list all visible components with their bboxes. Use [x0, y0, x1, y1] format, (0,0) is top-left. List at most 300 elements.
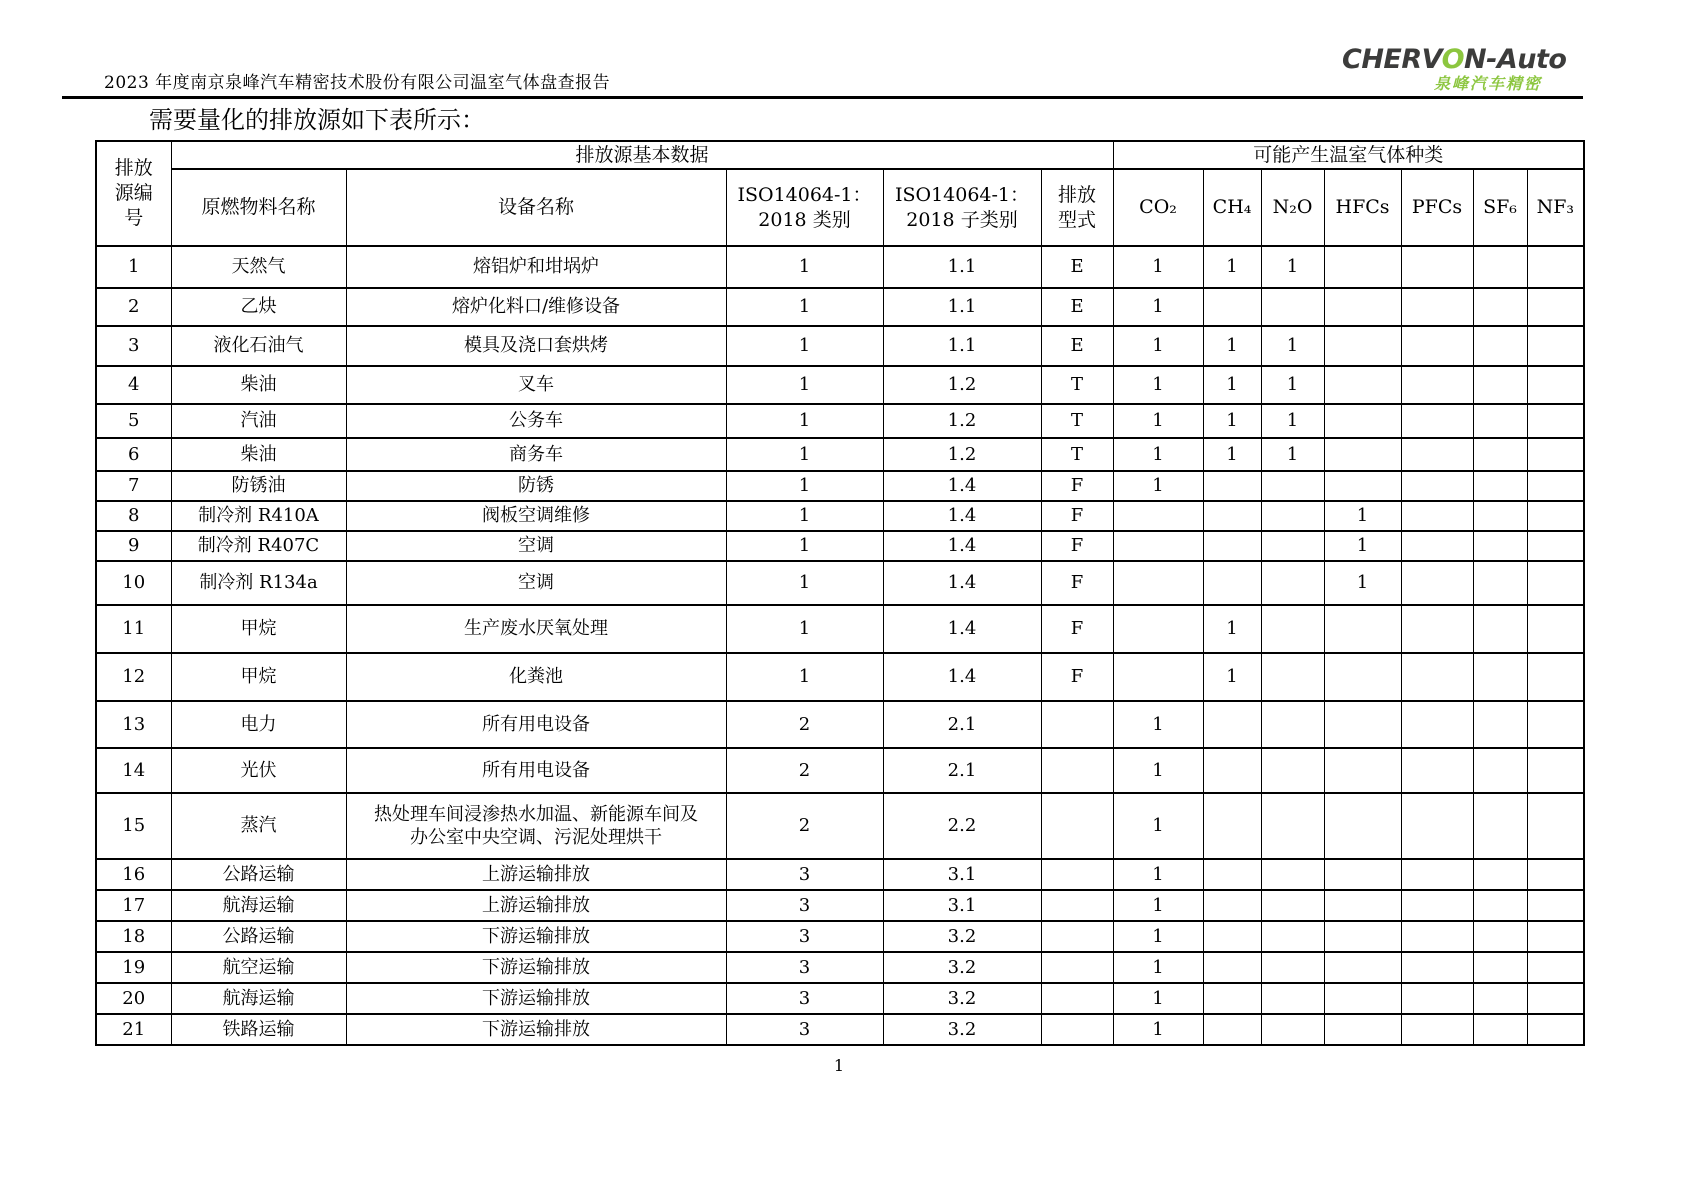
equipment-cell: 空调 — [346, 531, 726, 561]
gas-co2-cell — [1113, 561, 1203, 605]
material-cell: 制冷剂 R407C — [171, 531, 346, 561]
gas-n2o-cell: 1 — [1261, 246, 1324, 288]
gas-nf3-cell — [1527, 326, 1584, 366]
row-id-cell: 21 — [96, 1014, 171, 1045]
column-header-row — [96, 169, 1584, 246]
gas-sf6-cell — [1473, 793, 1527, 859]
gas-ch4-cell: 1 — [1203, 326, 1261, 366]
emission-type-cell: F — [1041, 653, 1113, 701]
gas-co2-cell — [1113, 501, 1203, 531]
table-row — [96, 859, 1584, 890]
gas-nf3-cell — [1527, 890, 1584, 921]
gas-ch4-cell — [1203, 952, 1261, 983]
gas-nf3-cell — [1527, 983, 1584, 1014]
equipment-cell: 上游运输排放 — [346, 890, 726, 921]
table-row — [96, 246, 1584, 288]
gas-pfcs-cell — [1401, 859, 1473, 890]
row-id-cell: 1 — [96, 246, 171, 288]
page-header-title: 2023 年度南京泉峰汽车精密技术股份有限公司温室气体盘查报告 — [104, 73, 611, 93]
material-cell: 光伏 — [171, 748, 346, 793]
emission-type-cell — [1041, 793, 1113, 859]
gas-co2-cell: 1 — [1113, 983, 1203, 1014]
gas-hfcs-cell — [1324, 921, 1401, 952]
equipment-cell: 所有用电设备 — [346, 701, 726, 748]
table-row — [96, 438, 1584, 471]
gas-pfcs-cell — [1401, 890, 1473, 921]
gas-hfcs-cell: 1 — [1324, 561, 1401, 605]
subcategory-cell: 3.1 — [883, 890, 1041, 921]
gas-pfcs-cell — [1401, 366, 1473, 404]
category-cell: 3 — [726, 1014, 883, 1045]
gas-n2o-cell — [1261, 952, 1324, 983]
row-id-cell: 3 — [96, 326, 171, 366]
row-id-cell: 17 — [96, 890, 171, 921]
gas-co2-cell: 1 — [1113, 701, 1203, 748]
emission-type-cell: T — [1041, 404, 1113, 438]
material-cell: 铁路运输 — [171, 1014, 346, 1045]
equipment-cell: 所有用电设备 — [346, 748, 726, 793]
table-row — [96, 983, 1584, 1014]
gas-ch4-cell — [1203, 288, 1261, 326]
gas-pfcs-cell — [1401, 404, 1473, 438]
category-cell: 1 — [726, 561, 883, 605]
table-row — [96, 1014, 1584, 1045]
gas-n2o-cell — [1261, 921, 1324, 952]
header-iso-subcategory: ISO14064-1： 2018 子类别 — [883, 169, 1041, 246]
gas-nf3-cell — [1527, 653, 1584, 701]
equipment-cell: 模具及浇口套烘烤 — [346, 326, 726, 366]
gas-sf6-cell — [1473, 246, 1527, 288]
gas-co2-cell: 1 — [1113, 748, 1203, 793]
gas-n2o-cell: 1 — [1261, 366, 1324, 404]
subcategory-cell: 3.2 — [883, 983, 1041, 1014]
gas-pfcs-cell — [1401, 531, 1473, 561]
material-cell: 液化石油气 — [171, 326, 346, 366]
gas-header-hfcs: HFCs — [1324, 169, 1401, 246]
gas-pfcs-cell — [1401, 952, 1473, 983]
material-cell: 天然气 — [171, 246, 346, 288]
emission-type-cell: F — [1041, 605, 1113, 653]
table-body — [96, 246, 1584, 1045]
gas-n2o-cell: 1 — [1261, 404, 1324, 438]
gas-nf3-cell — [1527, 531, 1584, 561]
table-row — [96, 471, 1584, 501]
page-number: 1 — [833, 1056, 845, 1075]
category-cell: 3 — [726, 859, 883, 890]
table-row — [96, 501, 1584, 531]
emission-type-cell — [1041, 701, 1113, 748]
gas-nf3-cell — [1527, 952, 1584, 983]
gas-co2-cell: 1 — [1113, 890, 1203, 921]
material-cell: 航海运输 — [171, 983, 346, 1014]
gas-hfcs-cell — [1324, 653, 1401, 701]
gas-nf3-cell — [1527, 859, 1584, 890]
gas-ch4-cell — [1203, 921, 1261, 952]
subcategory-cell: 2.1 — [883, 748, 1041, 793]
emission-type-cell: E — [1041, 288, 1113, 326]
category-cell: 1 — [726, 404, 883, 438]
category-cell: 1 — [726, 326, 883, 366]
gas-nf3-cell — [1527, 793, 1584, 859]
gas-n2o-cell — [1261, 701, 1324, 748]
gas-hfcs-cell — [1324, 605, 1401, 653]
row-id-cell: 6 — [96, 438, 171, 471]
equipment-cell: 下游运输排放 — [346, 983, 726, 1014]
subcategory-cell: 1.4 — [883, 531, 1041, 561]
subcategory-cell: 1.4 — [883, 605, 1041, 653]
row-id-cell: 10 — [96, 561, 171, 605]
table-row — [96, 793, 1584, 859]
subcategory-cell: 1.2 — [883, 366, 1041, 404]
table-row — [96, 326, 1584, 366]
gas-co2-cell — [1113, 531, 1203, 561]
gas-ch4-cell — [1203, 531, 1261, 561]
gas-co2-cell: 1 — [1113, 246, 1203, 288]
gas-ch4-cell: 1 — [1203, 404, 1261, 438]
category-cell: 1 — [726, 246, 883, 288]
gas-header-n2o: N₂O — [1261, 169, 1324, 246]
equipment-cell: 公务车 — [346, 404, 726, 438]
table-row — [96, 561, 1584, 605]
subcategory-cell: 1.1 — [883, 326, 1041, 366]
gas-co2-cell: 1 — [1113, 438, 1203, 471]
gas-hfcs-cell: 1 — [1324, 531, 1401, 561]
header-divider-rule — [62, 96, 1583, 99]
table-row — [96, 288, 1584, 326]
gas-sf6-cell — [1473, 531, 1527, 561]
equipment-cell: 熔铝炉和坩埚炉 — [346, 246, 726, 288]
equipment-cell: 阀板空调维修 — [346, 501, 726, 531]
row-id-cell: 2 — [96, 288, 171, 326]
gas-sf6-cell — [1473, 438, 1527, 471]
table-row — [96, 605, 1584, 653]
gas-ch4-cell: 1 — [1203, 605, 1261, 653]
emission-type-cell — [1041, 921, 1113, 952]
gas-sf6-cell — [1473, 701, 1527, 748]
gas-co2-cell: 1 — [1113, 921, 1203, 952]
category-cell: 1 — [726, 438, 883, 471]
gas-hfcs-cell — [1324, 859, 1401, 890]
equipment-cell: 上游运输排放 — [346, 859, 726, 890]
gas-ch4-cell: 1 — [1203, 246, 1261, 288]
row-id-cell: 9 — [96, 531, 171, 561]
gas-sf6-cell — [1473, 501, 1527, 531]
logo-chinese-subtitle: 泉峰汽车精密 — [1433, 74, 1542, 93]
emission-type-cell — [1041, 1014, 1113, 1045]
gas-co2-cell: 1 — [1113, 952, 1203, 983]
emission-type-cell: E — [1041, 246, 1113, 288]
subcategory-cell: 3.2 — [883, 1014, 1041, 1045]
gas-hfcs-cell — [1324, 326, 1401, 366]
gas-nf3-cell — [1527, 288, 1584, 326]
equipment-cell: 熔炉化料口/维修设备 — [346, 288, 726, 326]
emission-type-cell: F — [1041, 561, 1113, 605]
gas-n2o-cell — [1261, 983, 1324, 1014]
subcategory-cell: 1.4 — [883, 471, 1041, 501]
gas-header-pfcs: PFCs — [1401, 169, 1473, 246]
category-cell: 2 — [726, 701, 883, 748]
material-cell: 公路运输 — [171, 859, 346, 890]
gas-sf6-cell — [1473, 366, 1527, 404]
gas-hfcs-cell — [1324, 793, 1401, 859]
gas-ch4-cell — [1203, 501, 1261, 531]
gas-pfcs-cell — [1401, 326, 1473, 366]
category-cell: 1 — [726, 531, 883, 561]
table-row — [96, 531, 1584, 561]
header-material: 原燃物料名称 — [171, 169, 346, 246]
category-cell: 1 — [726, 501, 883, 531]
category-cell: 3 — [726, 890, 883, 921]
category-cell: 3 — [726, 983, 883, 1014]
header-basic-data: 排放源基本数据 — [171, 141, 1113, 169]
header-source-id: 排放 源编 号 — [96, 141, 171, 246]
category-cell: 3 — [726, 952, 883, 983]
table-row — [96, 366, 1584, 404]
gas-nf3-cell — [1527, 921, 1584, 952]
gas-ch4-cell — [1203, 561, 1261, 605]
gas-nf3-cell — [1527, 471, 1584, 501]
category-cell: 3 — [726, 921, 883, 952]
equipment-cell: 商务车 — [346, 438, 726, 471]
gas-n2o-cell — [1261, 471, 1324, 501]
subcategory-cell: 1.1 — [883, 246, 1041, 288]
gas-nf3-cell — [1527, 246, 1584, 288]
gas-nf3-cell — [1527, 404, 1584, 438]
category-cell: 1 — [726, 471, 883, 501]
equipment-cell: 空调 — [346, 561, 726, 605]
wordmark-green-o: O — [1441, 44, 1465, 75]
subcategory-cell: 3.2 — [883, 952, 1041, 983]
row-id-cell: 4 — [96, 366, 171, 404]
gas-sf6-cell — [1473, 1014, 1527, 1045]
gas-pfcs-cell — [1401, 438, 1473, 471]
gas-n2o-cell — [1261, 605, 1324, 653]
gas-hfcs-cell — [1324, 288, 1401, 326]
gas-pfcs-cell — [1401, 701, 1473, 748]
gas-sf6-cell — [1473, 653, 1527, 701]
gas-co2-cell: 1 — [1113, 793, 1203, 859]
gas-co2-cell: 1 — [1113, 404, 1203, 438]
gas-sf6-cell — [1473, 952, 1527, 983]
equipment-cell: 下游运输排放 — [346, 1014, 726, 1045]
equipment-cell: 叉车 — [346, 366, 726, 404]
emission-type-cell — [1041, 952, 1113, 983]
gas-sf6-cell — [1473, 748, 1527, 793]
row-id-cell: 11 — [96, 605, 171, 653]
row-id-cell: 15 — [96, 793, 171, 859]
gas-pfcs-cell — [1401, 561, 1473, 605]
header-iso-category: ISO14064-1： 2018 类别 — [726, 169, 883, 246]
subcategory-cell: 2.2 — [883, 793, 1041, 859]
subcategory-cell: 3.2 — [883, 921, 1041, 952]
gas-ch4-cell — [1203, 471, 1261, 501]
gas-header-sf6: SF₆ — [1473, 169, 1527, 246]
gas-header-nf3: NF₃ — [1527, 169, 1584, 246]
material-cell: 甲烷 — [171, 653, 346, 701]
gas-header-ch4: CH₄ — [1203, 169, 1261, 246]
gas-n2o-cell — [1261, 890, 1324, 921]
gas-ch4-cell — [1203, 983, 1261, 1014]
row-id-cell: 5 — [96, 404, 171, 438]
row-id-cell: 7 — [96, 471, 171, 501]
gas-co2-cell: 1 — [1113, 471, 1203, 501]
material-cell: 航海运输 — [171, 890, 346, 921]
equipment-cell: 防锈 — [346, 471, 726, 501]
gas-sf6-cell — [1473, 983, 1527, 1014]
table-row — [96, 404, 1584, 438]
gas-nf3-cell — [1527, 701, 1584, 748]
gas-ch4-cell — [1203, 748, 1261, 793]
gas-pfcs-cell — [1401, 246, 1473, 288]
gas-co2-cell: 1 — [1113, 859, 1203, 890]
gas-n2o-cell — [1261, 288, 1324, 326]
gas-hfcs-cell — [1324, 246, 1401, 288]
gas-pfcs-cell — [1401, 1014, 1473, 1045]
emission-type-cell: F — [1041, 501, 1113, 531]
gas-hfcs-cell — [1324, 983, 1401, 1014]
gas-co2-cell: 1 — [1113, 326, 1203, 366]
material-cell: 制冷剂 R134a — [171, 561, 346, 605]
gas-n2o-cell: 1 — [1261, 438, 1324, 471]
subcategory-cell: 1.1 — [883, 288, 1041, 326]
emission-type-cell — [1041, 983, 1113, 1014]
equipment-cell: 热处理车间浸渗热水加温、新能源车间及办公室中央空调、污泥处理烘干 — [346, 793, 726, 859]
gas-n2o-cell — [1261, 561, 1324, 605]
gas-ch4-cell: 1 — [1203, 438, 1261, 471]
gas-pfcs-cell — [1401, 983, 1473, 1014]
gas-co2-cell: 1 — [1113, 288, 1203, 326]
subcategory-cell: 1.4 — [883, 501, 1041, 531]
subcategory-cell: 3.1 — [883, 859, 1041, 890]
emission-type-cell: F — [1041, 531, 1113, 561]
gas-ch4-cell — [1203, 859, 1261, 890]
emission-type-cell — [1041, 859, 1113, 890]
material-cell: 电力 — [171, 701, 346, 748]
wordmark-post: N-Auto — [1464, 44, 1567, 75]
table-row — [96, 952, 1584, 983]
emission-type-cell: T — [1041, 438, 1113, 471]
gas-sf6-cell — [1473, 921, 1527, 952]
gas-ch4-cell: 1 — [1203, 653, 1261, 701]
equipment-cell: 生产废水厌氧处理 — [346, 605, 726, 653]
table-row — [96, 701, 1584, 748]
gas-n2o-cell — [1261, 1014, 1324, 1045]
category-cell: 1 — [726, 288, 883, 326]
company-logo — [1342, 44, 1567, 93]
category-cell: 2 — [726, 748, 883, 793]
gas-hfcs-cell — [1324, 471, 1401, 501]
gas-n2o-cell — [1261, 653, 1324, 701]
table-row — [96, 653, 1584, 701]
header-equipment: 设备名称 — [346, 169, 726, 246]
row-id-cell: 20 — [96, 983, 171, 1014]
material-cell: 防锈油 — [171, 471, 346, 501]
gas-pfcs-cell — [1401, 921, 1473, 952]
subcategory-cell: 1.4 — [883, 653, 1041, 701]
material-cell: 汽油 — [171, 404, 346, 438]
emission-type-cell — [1041, 748, 1113, 793]
gas-header-co2: CO₂ — [1113, 169, 1203, 246]
emission-type-cell: F — [1041, 471, 1113, 501]
emission-type-cell: T — [1041, 366, 1113, 404]
gas-n2o-cell — [1261, 531, 1324, 561]
gas-nf3-cell — [1527, 366, 1584, 404]
material-cell: 乙炔 — [171, 288, 346, 326]
gas-sf6-cell — [1473, 288, 1527, 326]
gas-co2-cell — [1113, 605, 1203, 653]
gas-hfcs-cell — [1324, 748, 1401, 793]
table-row — [96, 748, 1584, 793]
gas-nf3-cell — [1527, 605, 1584, 653]
row-id-cell: 16 — [96, 859, 171, 890]
gas-sf6-cell — [1473, 471, 1527, 501]
intro-sentence: 需要量化的排放源如下表所示： — [149, 106, 485, 134]
gas-nf3-cell — [1527, 748, 1584, 793]
gas-hfcs-cell — [1324, 701, 1401, 748]
row-id-cell: 13 — [96, 701, 171, 748]
row-id-cell: 14 — [96, 748, 171, 793]
equipment-cell: 下游运输排放 — [346, 952, 726, 983]
material-cell: 制冷剂 R410A — [171, 501, 346, 531]
row-id-cell: 19 — [96, 952, 171, 983]
subcategory-cell: 1.4 — [883, 561, 1041, 605]
group-header-row — [96, 141, 1584, 169]
emission-type-cell: E — [1041, 326, 1113, 366]
gas-pfcs-cell — [1401, 653, 1473, 701]
category-cell: 1 — [726, 653, 883, 701]
gas-co2-cell: 1 — [1113, 1014, 1203, 1045]
gas-ch4-cell — [1203, 793, 1261, 859]
gas-pfcs-cell — [1401, 748, 1473, 793]
material-cell: 柴油 — [171, 438, 346, 471]
row-id-cell: 18 — [96, 921, 171, 952]
gas-nf3-cell — [1527, 1014, 1584, 1045]
emission-type-cell — [1041, 890, 1113, 921]
gas-nf3-cell — [1527, 438, 1584, 471]
gas-hfcs-cell — [1324, 438, 1401, 471]
equipment-cell: 下游运输排放 — [346, 921, 726, 952]
gas-ch4-cell — [1203, 701, 1261, 748]
category-cell: 2 — [726, 793, 883, 859]
gas-sf6-cell — [1473, 890, 1527, 921]
material-cell: 公路运输 — [171, 921, 346, 952]
row-id-cell: 8 — [96, 501, 171, 531]
header-gas-types: 可能产生温室气体种类 — [1113, 141, 1584, 169]
gas-nf3-cell — [1527, 501, 1584, 531]
material-cell: 蒸汽 — [171, 793, 346, 859]
gas-hfcs-cell: 1 — [1324, 501, 1401, 531]
material-cell: 甲烷 — [171, 605, 346, 653]
category-cell: 1 — [726, 605, 883, 653]
gas-sf6-cell — [1473, 859, 1527, 890]
gas-hfcs-cell — [1324, 890, 1401, 921]
gas-n2o-cell — [1261, 748, 1324, 793]
gas-pfcs-cell — [1401, 471, 1473, 501]
gas-sf6-cell — [1473, 561, 1527, 605]
gas-n2o-cell: 1 — [1261, 326, 1324, 366]
gas-hfcs-cell — [1324, 366, 1401, 404]
gas-co2-cell — [1113, 653, 1203, 701]
gas-sf6-cell — [1473, 326, 1527, 366]
gas-nf3-cell — [1527, 561, 1584, 605]
material-cell: 航空运输 — [171, 952, 346, 983]
header-emission-type: 排放 型式 — [1041, 169, 1113, 246]
row-id-cell: 12 — [96, 653, 171, 701]
gas-hfcs-cell — [1324, 952, 1401, 983]
gas-hfcs-cell — [1324, 1014, 1401, 1045]
gas-n2o-cell — [1261, 793, 1324, 859]
emission-source-table — [95, 140, 1585, 1046]
